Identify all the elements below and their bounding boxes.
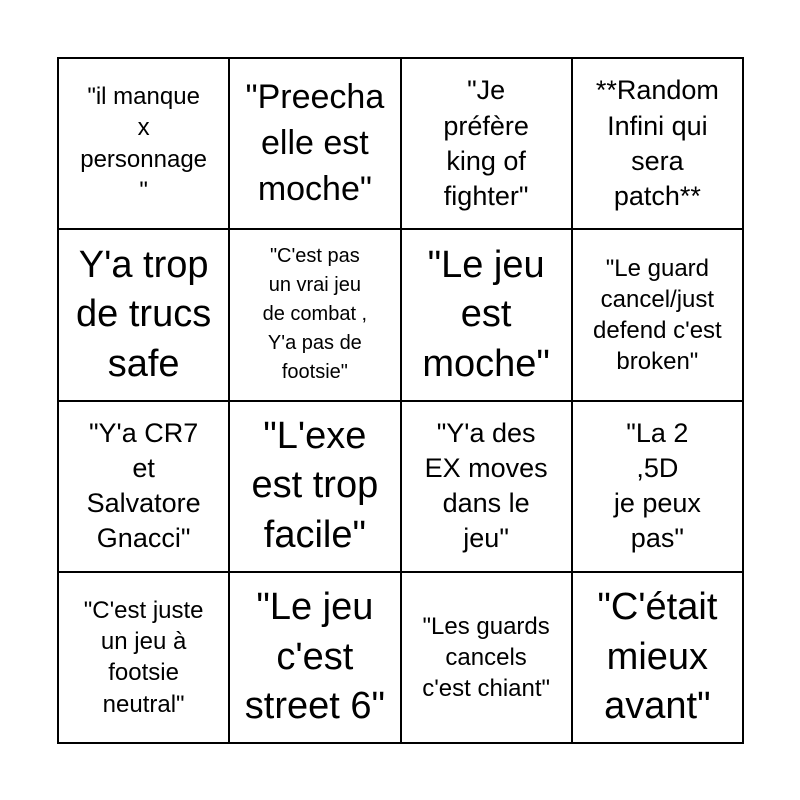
bingo-cell[interactable]: "Le jeu c'est street 6" xyxy=(229,572,400,743)
bingo-cell[interactable]: "Le guard cancel/just defend c'est broken" xyxy=(572,229,743,400)
bingo-cell[interactable]: "Je préfère king of fighter" xyxy=(401,58,572,229)
bingo-cell[interactable]: "La 2 ,5D je peux pas" xyxy=(572,401,743,572)
bingo-cell[interactable]: "Le jeu est moche" xyxy=(401,229,572,400)
bingo-cell[interactable]: "C'était mieux avant" xyxy=(572,572,743,743)
bingo-cell[interactable]: "Y'a des EX moves dans le jeu" xyxy=(401,401,572,572)
bingo-cell[interactable]: **Random Infini qui sera patch** xyxy=(572,58,743,229)
bingo-cell[interactable]: "C'est pas un vrai jeu de combat , Y'a pas de footsie" xyxy=(229,229,400,400)
bingo-cell[interactable]: "Les guards cancels c'est chiant" xyxy=(401,572,572,743)
bingo-cell[interactable]: "C'est juste un jeu à footsie neutral" xyxy=(58,572,229,743)
bingo-cell[interactable]: "Y'a CR7 et Salvatore Gnacci" xyxy=(58,401,229,572)
bingo-board xyxy=(57,57,744,744)
bingo-cell[interactable]: "Preecha elle est moche" xyxy=(229,58,400,229)
bingo-cell[interactable]: "L'exe est trop facile" xyxy=(229,401,400,572)
bingo-cell[interactable]: Y'a trop de trucs safe xyxy=(58,229,229,400)
bingo-cell[interactable]: "il manque x personnage " xyxy=(58,58,229,229)
